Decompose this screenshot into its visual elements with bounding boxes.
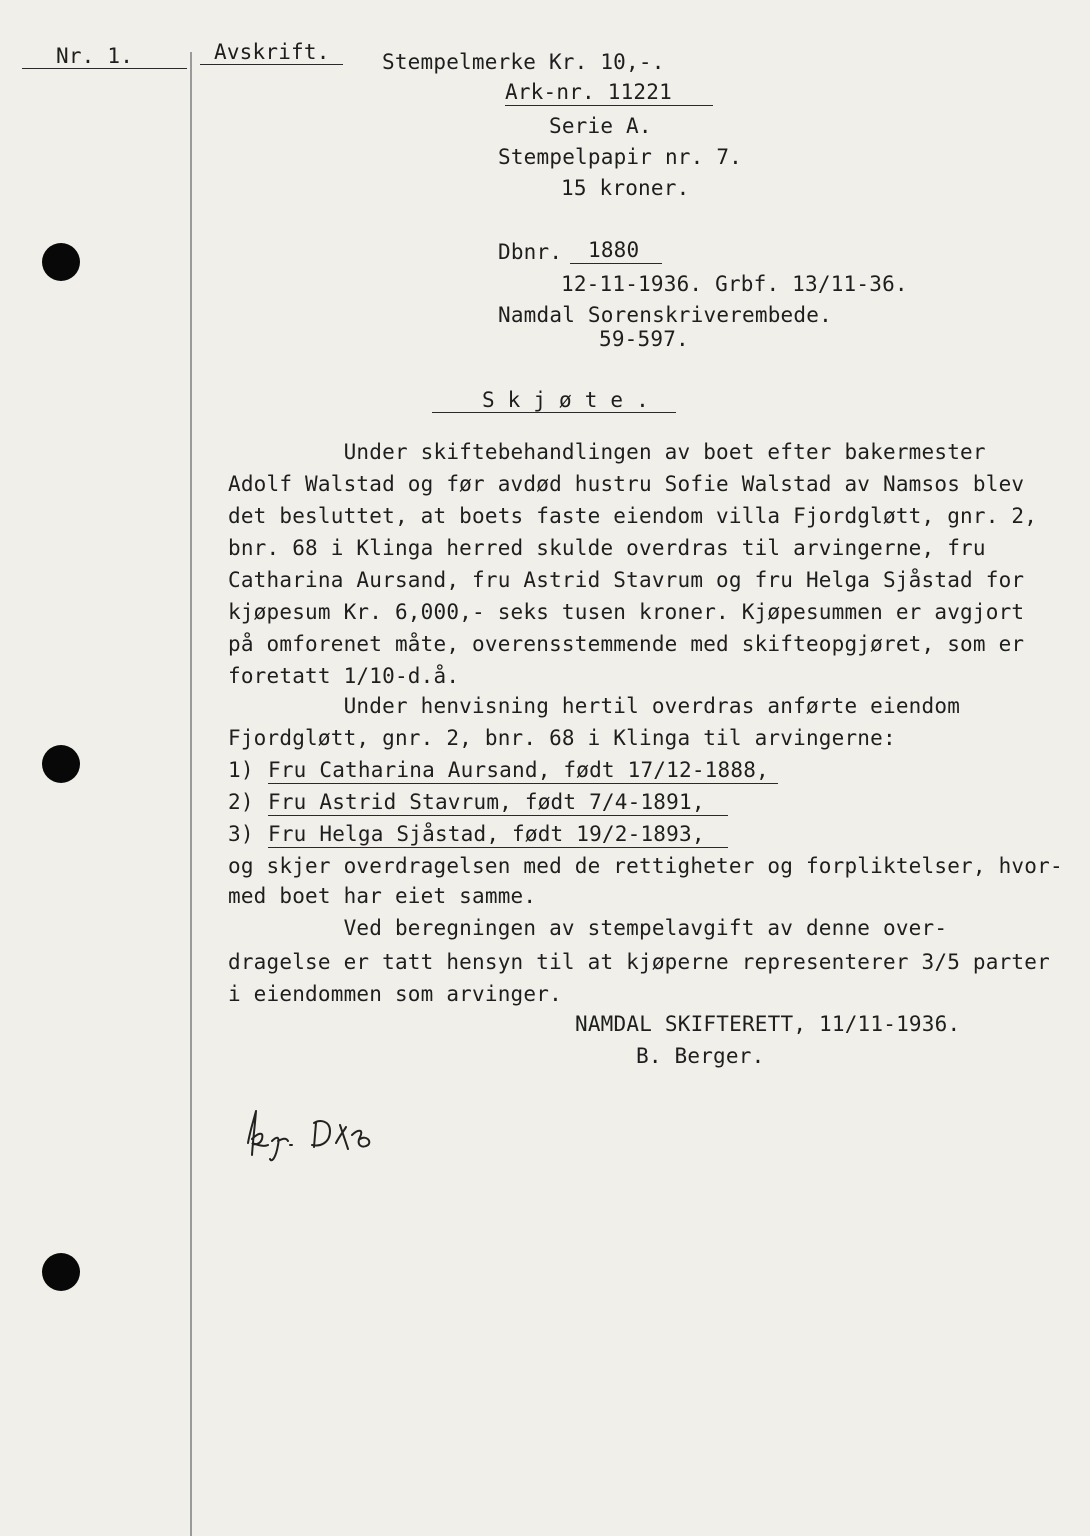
heir-entry: Fru Catharina Aursand, født 17/12-1888, bbox=[268, 758, 778, 784]
dbnr-value: 1880 bbox=[570, 238, 662, 264]
punch-hole-bottom bbox=[42, 1253, 80, 1291]
avskrift-label: Avskrift. bbox=[200, 40, 343, 65]
office-name: Namdal Sorenskriverembede. bbox=[498, 303, 832, 327]
punch-hole-top bbox=[42, 243, 80, 281]
judge-name: B. Berger. bbox=[636, 1044, 765, 1068]
stempelmerke-text: Stempelmerke Kr. 10,-. bbox=[382, 50, 665, 74]
body-line: på omforenet måte, overensstemmende med skifteopgjøret, som er bbox=[228, 632, 1025, 656]
body-line: med boet har eiet samme. bbox=[228, 884, 537, 908]
body-line: og skjer overdragelsen med de rettigheter og forpliktelser, hvor- bbox=[228, 854, 1063, 878]
body-line: kjøpesum Kr. 6,000,- seks tusen kroner. Kjøpesummen er avgjort bbox=[228, 600, 1025, 624]
dbnr-label: Dbnr. bbox=[498, 240, 563, 264]
office-ref: 59-597. bbox=[599, 327, 689, 351]
body-line: Fjordgløtt, gnr. 2, bnr. 68 i Klinga til arvingerne: bbox=[228, 726, 896, 750]
kroner-text: 15 kroner. bbox=[561, 176, 690, 200]
heir-number: 2) bbox=[228, 790, 254, 814]
heir-number: 3) bbox=[228, 822, 254, 846]
nr-label: Nr. 1. bbox=[22, 44, 187, 69]
body-line: det besluttet, at boets faste eiendom villa Fjordgløtt, gnr. 2, bbox=[228, 504, 1038, 528]
punch-hole-middle bbox=[42, 745, 80, 783]
ark-nr: Ark-nr. 11221 bbox=[505, 80, 713, 106]
body-line: foretatt 1/10-d.å. bbox=[228, 664, 460, 688]
heir-entry: Fru Helga Sjåstad, født 19/2-1893, bbox=[268, 822, 728, 848]
body-line: i eiendommen som arvinger. bbox=[228, 982, 562, 1006]
registration-dates: 12-11-1936. Grbf. 13/11-36. bbox=[561, 272, 908, 296]
body-line: bnr. 68 i Klinga herred skulde overdras til arvingerne, fru bbox=[228, 536, 986, 560]
handwritten-signature bbox=[240, 1105, 400, 1165]
court-name-date: NAMDAL SKIFTERETT, 11/11-1936. bbox=[575, 1012, 961, 1036]
margin-line bbox=[190, 52, 192, 1536]
body-line: Catharina Aursand, fru Astrid Stavrum og fru Helga Sjåstad for bbox=[228, 568, 1025, 592]
body-line: dragelse er tatt hensyn til at kjøperne representerer 3/5 parter bbox=[228, 950, 1050, 974]
body-line: Under henvisning hertil overdras anførte eiendom bbox=[228, 694, 961, 718]
body-line: Adolf Walstad og før avdød hustru Sofie Walstad av Namsos blev bbox=[228, 472, 1025, 496]
body-line: Ved beregningen av stempelavgift av denne over- bbox=[228, 916, 948, 940]
document-title: S k j ø t e . bbox=[432, 388, 676, 413]
stempelpapir-text: Stempelpapir nr. 7. bbox=[498, 145, 743, 169]
body-line: Under skiftebehandlingen av boet efter bakermester bbox=[228, 440, 986, 464]
serie-text: Serie A. bbox=[549, 114, 652, 138]
heir-number: 1) bbox=[228, 758, 254, 782]
heir-entry: Fru Astrid Stavrum, født 7/4-1891, bbox=[268, 790, 728, 816]
